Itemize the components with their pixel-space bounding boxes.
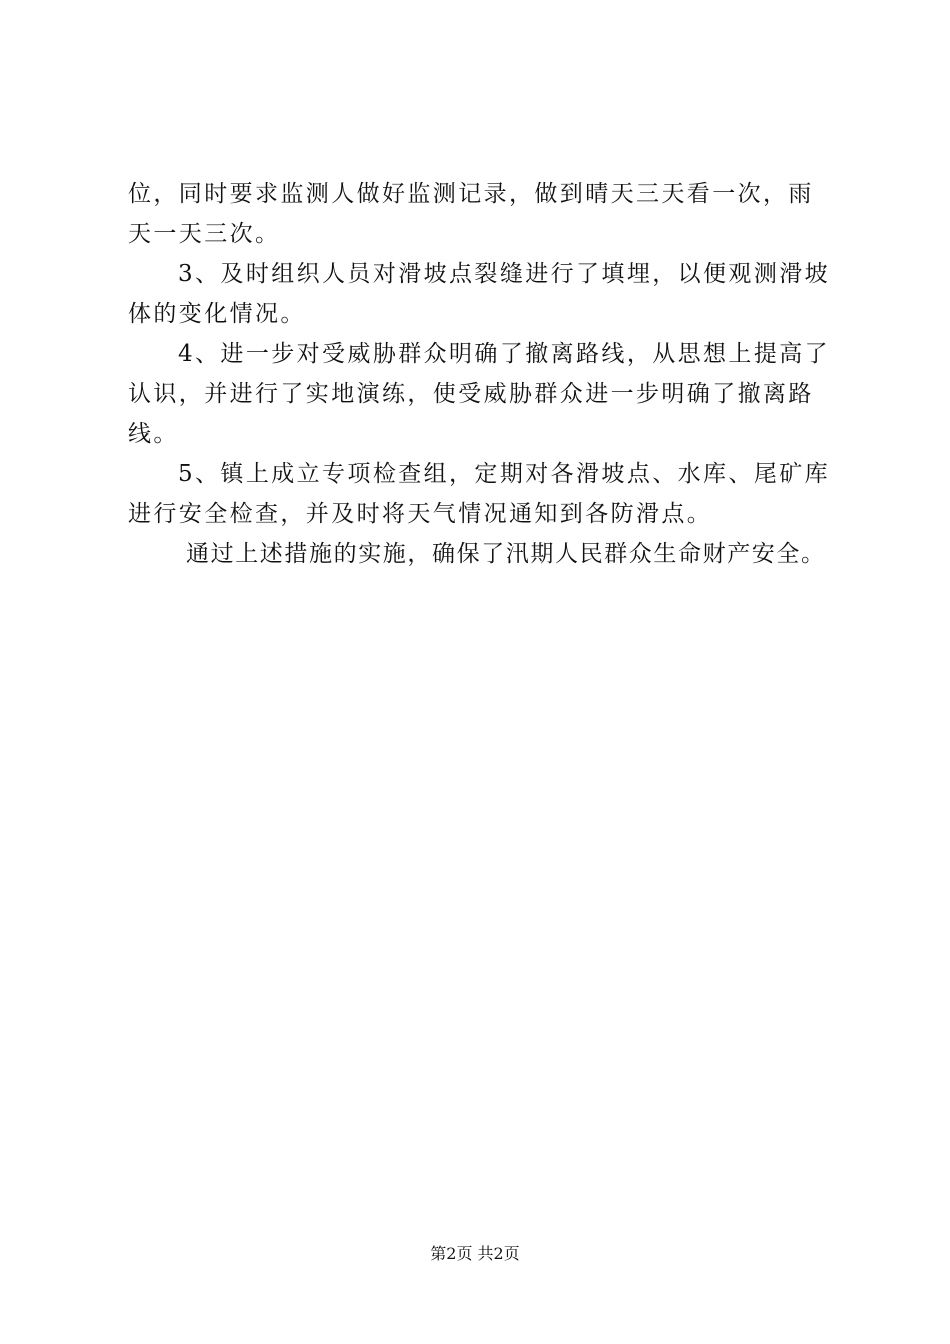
paragraph-item-5: [128, 454, 838, 534]
page-number-footer: 第2页 共2页: [430, 1244, 520, 1263]
text-line: 位，同时要求监测人做好监测记录，做到晴天三天看一次，雨: [128, 181, 814, 207]
text-line: 进行安全检查，并及时将天气情况通知到各防滑点。: [128, 501, 713, 527]
paragraph-item-4: [128, 334, 838, 454]
text-line: 体的变化情况。: [128, 301, 306, 327]
paragraph-item-3: [128, 254, 838, 334]
text-line: 认识，并进行了实地演练，使受威胁群众进一步明确了撤离路: [128, 381, 814, 407]
paragraph-conclusion: [128, 534, 838, 574]
text-line: 4、进一步对受威胁群众明确了撤离路线，从思想上提高了: [178, 341, 831, 367]
text-line: 5、镇上成立专项检查组，定期对各滑坡点、水库、尾矿库: [178, 461, 831, 487]
text-line: 线。: [128, 421, 179, 447]
document-body: [128, 174, 838, 574]
paragraph-monitoring: [128, 174, 838, 254]
text-line: 3、及时组织人员对滑坡点裂缝进行了填埋，以便观测滑坡: [178, 261, 831, 287]
text-line: 通过上述措施的实施，确保了汛期人民群众生命财产安全。: [186, 541, 826, 567]
text-line: 天一天三次。: [128, 221, 281, 247]
